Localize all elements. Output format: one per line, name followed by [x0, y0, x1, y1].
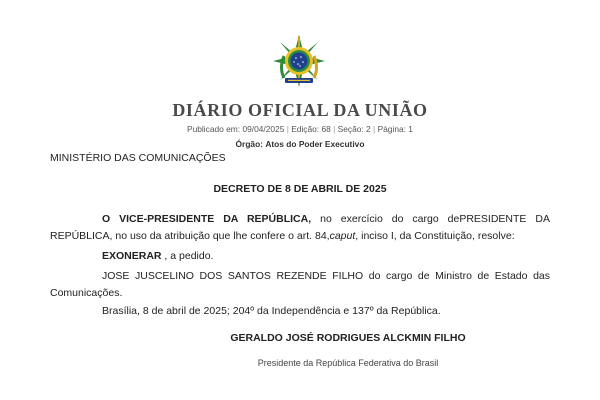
brazil-coat-of-arms-icon: [272, 34, 326, 88]
preamble-italic: caput: [329, 230, 356, 242]
preamble-text-b: , inciso I, da Constituição, resolve:: [355, 230, 515, 242]
decree-preamble: [50, 211, 550, 245]
section-label: Seção:: [337, 124, 364, 134]
decree-action: [50, 248, 550, 265]
decree-title: DECRETO DE 8 DE ABRIL DE 2025: [213, 183, 387, 195]
edition-number: 68: [321, 124, 331, 134]
publication-info: [0, 124, 600, 134]
signer-name: GERALDO JOSÉ RODRIGUES ALCKMIN FILHO: [230, 332, 466, 344]
ministry-name: MINISTÉRIO DAS COMUNICAÇÕES: [50, 152, 226, 164]
published-label: Publicado em:: [187, 124, 241, 134]
orgao-value: Atos do Poder Executivo: [265, 139, 365, 149]
preamble-authority: O VICE-PRESIDENTE DA REPÚBLICA,: [102, 213, 312, 225]
gazette-title: DIÁRIO OFICIAL DA UNIÃO: [172, 100, 428, 120]
separator: |: [333, 124, 336, 134]
separator: |: [286, 124, 289, 134]
signer-role: Presidente da República Federativa do Brasil: [257, 358, 439, 368]
action-verb: EXONERAR: [102, 250, 162, 262]
orgao-line: [0, 139, 600, 149]
preamble-text-a: no exercício do cargo dePRESIDENTE DA REPÚBLICA, no uso da atribuição que lhe confere o art. 84,: [50, 213, 550, 242]
page-number: 1: [408, 124, 413, 134]
section-number: 2: [366, 124, 371, 134]
page-label: Página:: [377, 124, 406, 134]
decree-place-date: Brasília, 8 de abril de 2025; 204º da Independência e 137º da República.: [102, 305, 441, 317]
orgao-label: Órgão:: [235, 139, 263, 149]
separator: |: [373, 124, 376, 134]
published-date: 09/04/2025: [242, 124, 285, 134]
action-text: , a pedido.: [161, 250, 214, 262]
edition-label: Edição:: [291, 124, 320, 134]
decree-subject: JOSE JUSCELINO DOS SANTOS REZENDE FILHO do cargo de Ministro de Estado das Comunicações.: [50, 270, 550, 299]
